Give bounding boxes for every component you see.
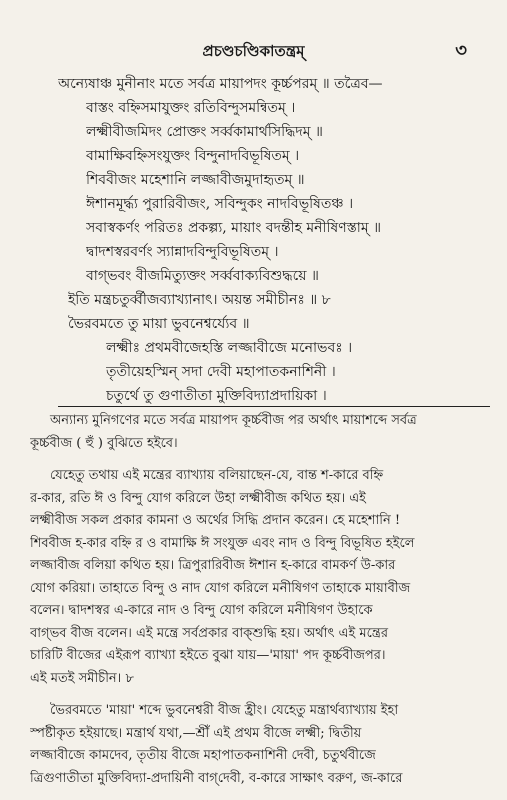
commentary-line: বলেন। দ্বাদশস্বর এ-কারে নাদ ও বিন্দু যোগ করিলে মনীষিগণ উহাকে: [30, 603, 373, 618]
commentary-paragraph: [30, 410, 490, 455]
verse-line: শিববীজং মহেশানি লজ্জাবীজমুদাহৃতম্ ॥: [86, 172, 305, 188]
commentary-line: লজ্জাবীজে কামদেব, তৃতীয় বীজে মহাপাতকনাশিনী দেবী, চতুর্থবীজে: [30, 748, 376, 763]
commentary-line: লক্ষ্মীবীজ সকল প্রকার কামনা ও অর্থের সিদ্ধি প্রদান করেন। হে মহেশানি !: [30, 513, 401, 528]
commentary-line: ত্রিগুণাতীতা মুক্তিবিদ্যা-প্রদায়িনী বাগ্‌দেবী, ব-কারে সাক্ষাৎ বরুণ, জ-কারে: [30, 770, 403, 786]
page-number: ৩: [455, 40, 467, 61]
verse-line: ঈশানমূর্দ্ধ্য পুরারিবীজং, সবিন্দুকং নাদবিভূষিতঞ্চ ।: [86, 196, 354, 212]
commentary-line: শিববীজ হ-কার বহ্নি র ও বামাক্ষি ঈ সংযুক্ত এবং নাদ ও বিন্দু বিভূষিত হইলে: [30, 535, 415, 551]
verse-line: তৃতীয়েহস্মিন্ সদা দেবী মহাপাতকনাশিনী ।: [106, 364, 336, 380]
commentary-paragraph: [30, 700, 490, 790]
verse-line: বাগ্‌ভবং বীজমিত্যুক্তং সর্ব্ববাক্যবিশুদ্ধয়ে ॥: [86, 268, 319, 284]
commentary-line: কূর্চ্চবীজ ( হুঁ ) বুঝিতে হইবে।: [30, 435, 178, 451]
commentary-line: বাগ্‌ভব বীজ বলেন। এই মন্ত্রে সর্বপ্রকার বাক্‌শুদ্ধি হয়। অর্থাৎ এই মন্ত্রের: [30, 625, 388, 641]
verse-line: ইতি মন্ত্রচতুর্ব্বীজব্যাখ্যানাৎ। অয়ন্ত সমীচীনঃ ॥ ৮: [68, 292, 331, 308]
commentary-line: অন্যান্য মুনিগণের মতে সর্বত্র মায়াপদ কূর্চ্চবীজ পর অর্থাৎ মায়াশব্দে সর্বত্র: [50, 413, 417, 428]
commentary-line: যেহেতু তথায় এই মন্ত্রের ব্যাখ্যায় বলিয়াছেন-যে, বান্ত শ-কারে বহ্নি: [50, 468, 384, 483]
commentary-line: র-কার, রতি ঈ ও বিন্দু যোগ করিলে উহা লক্ষ্মীবীজ কথিত হয়। এই: [30, 490, 366, 506]
section-divider-rule: [58, 406, 490, 407]
commentary-line: যোগ করিয়া। তাহাতে বিন্দু ও নাদ যোগ করিলে মনীষিগণ তাহাকে মায়াবীজ: [30, 580, 411, 596]
verse-line: সবাস্বকর্ণং পরিতঃ প্রকল্প্য, মায়াং বদন্তীহ মনীষিণস্তাম্ ॥: [86, 220, 382, 236]
commentary-line: স্পষ্টীকৃত হইয়াছে। মন্ত্রার্থ যথা,—শ্রীঁ এই প্রথম বীজে লক্ষ্মী; দ্বিতীয়: [30, 725, 362, 741]
bengali-commentary-block: [30, 410, 490, 790]
verse-line: বাস্তং বহ্নিসমাযুক্তং রতিবিন্দুসমন্বিতম্ ।: [86, 100, 296, 116]
commentary-line: লজ্জাবীজ বলিয়া কথিত হয়। ত্রিপুরারিবীজ ঈশান হ-কারে বামকর্ণ উ-কার: [30, 558, 396, 573]
verse-line: বামাক্ষিবহ্নিসংযুক্তং বিন্দুনাদবিভূষিতম্ ।: [86, 148, 300, 164]
commentary-paragraph: [30, 465, 490, 690]
verse-line: ভৈরবমতে তু মায়া ভুবনেশ্বর্য্যেব ॥: [68, 316, 250, 332]
verse-line: অন্যেষাঞ্চ মুনীনাং মতে সর্বত্র মায়াপদং কূর্চ্চপরম্ ॥ তত্রৈব—: [58, 76, 383, 92]
verse-line: লক্ষ্মীবীজমিদং প্রোক্তং সর্ব্বকামার্থসিদ্ধিদম্ ॥: [86, 124, 323, 140]
commentary-line: এই মতই সমীচীন। ৮: [30, 670, 134, 686]
commentary-line: চারিটি বীজের এইরূপ ব্যাখ্যা হইতে বুঝা যায়—'মায়া' পদ কূর্চ্চবীজপর।: [30, 648, 386, 663]
sanskrit-verse-block: [58, 72, 488, 408]
verse-line: চতুর্থে তু গুণাতীতা মুক্তিবিদ্যাপ্রদায়িকা ।: [106, 388, 327, 404]
commentary-line: ভৈরবমতে 'মায়া' শব্দে ভুবনেশ্বরী বীজ হ্রীং। যেহেতু মন্ত্রার্থব্যাখ্যায় ইহা: [50, 703, 399, 718]
verse-line: দ্বাদশস্বরবর্ণং স্যান্নাদবিন্দুবিভূষিতম্ ।: [86, 244, 279, 260]
verse-line: লক্ষ্মীঃ প্রথমবীজেহস্তি লজ্জাবীজে মনোভবঃ ।: [106, 340, 353, 356]
running-header-title: প্রচণ্ডচণ্ডিকাতন্ত্রম্: [202, 42, 305, 60]
